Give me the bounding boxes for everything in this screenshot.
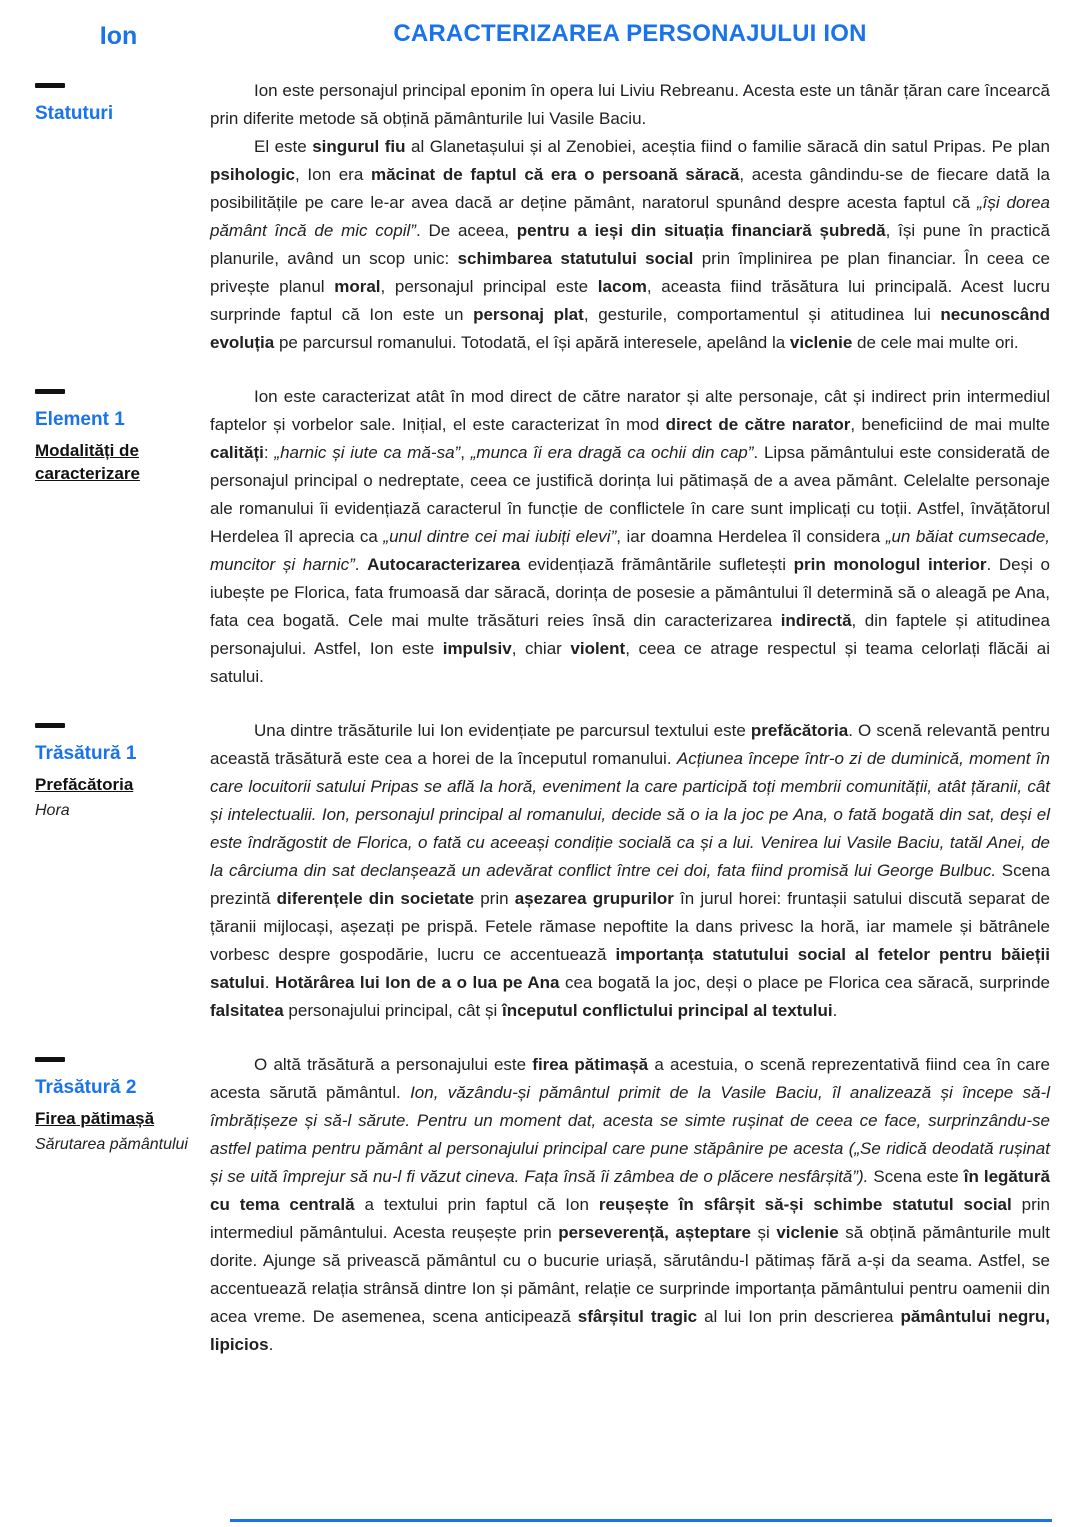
body-text-cell (210, 717, 1080, 1025)
section-note: Hora (35, 802, 70, 820)
section-subheading: Firea pătimașă (35, 1108, 155, 1128)
section-subheading: Prefăcătoria (35, 774, 134, 794)
sidebar-section-trasatura-2 (35, 1057, 202, 1156)
body-text-cell (210, 383, 1080, 691)
sidebar-cell (0, 717, 210, 822)
section-row-trasatura-2 (0, 1051, 1080, 1359)
header-row (0, 20, 1080, 51)
sidebar-section-statuturi (35, 83, 202, 127)
section-heading: Trăsătură 2 (35, 1077, 137, 1098)
sidebar-header-cell (0, 20, 210, 51)
paragraph-firea-patimasa: O altă trăsătură a personajului este firea pătimașă a acestuia, o scenă reprezentativă fiind cea în care acesta sărută pământul. Ion, văzându-și pământul primit de la Vasile Baciu, îl analizează și începe să-l îmbrățișeze și să-l sărute. Pentru un moment dat, acesta se simte rușinat de ceea ce face, surprinzându-se astfel patima pentru pământ al personajului principal care pune stăpânire pe acesta („Se ridică deodată rușinat și se uită împrejur să nu-l fi văzut cineva. Fața însă îi zâmbea de o plăcere nesfârșită”). Scena este în legătură cu tema centrală a textului prin faptul că Ion reușește în sfârșit să-și schimbe statutul social prin intermediul pământului. Acesta reușește prin perseverență, așteptare și viclenie să obțină pământurile mult dorite. Ajunge să privească pământul cu o bucurie uriașă, sărutându-l pătimaș fără a-și da seama. Astfel, se accentuează relația strânsă dintre Ion și pământ, relație ce surprinde importanța pământului pentru oamenii din acea vreme. De asemenea, scena anticipează sfârșitul tragic al lui Ion prin descrierea pământului negru, lipicios. (210, 1055, 1051, 1354)
doc-label: Ion (99, 22, 138, 50)
section-heading: Element 1 (35, 409, 125, 430)
section-dash (35, 723, 65, 728)
sidebar-section-trasatura-1 (35, 723, 202, 822)
section-row-element-1 (0, 383, 1080, 691)
paragraph-prefacatoria: Una dintre trăsăturile lui Ion evidențiate pe parcursul textului este prefăcătoria. O scenă relevantă pentru această trăsătură este cea a horei de la începutul romanului. Acțiunea începe într-o zi de duminică, moment în care locuitorii satului Pripas se află la horă, eveniment la care participă toți membrii comunității, atât țăranii, cât și intelectualii. Ion, personajul principal al romanului, decide să o ia la joc pe Ana, o fată bogată din sat, deși el este îndrăgostit de Florica, o fată cu aceeași condiție socială ca și a lui. Venirea lui Vasile Baciu, tatăl Anei, de la cârciuma din sat declanșează un adevărat conflict între cei doi, fata fiind promisă lui George Bulbuc. Scena prezintă diferențele din societate prin așezarea grupurilor în jurul horei: fruntașii satului discută separat de țăranii mijlocași, așezați pe prispă. Fetele rămase nepoftite la dans privesc la horă, iar mamele și bătrânele vorbesc despre gospodărie, lucru ce accentuează importanța statutului social al fetelor pentru băieții satului. Hotărârea lui Ion de a o lua pe Ana cea bogată la joc, deși o place pe Florica cea săracă, surprinde falsitatea personajului principal, cât și începutul conflictului principal al textului. (210, 721, 1051, 1020)
sidebar-section-element-1 (35, 389, 202, 486)
sidebar-cell (0, 77, 210, 133)
section-dash (35, 1057, 65, 1062)
paragraph-caracterizare: Ion este caracterizat atât în mod direct de către narator și alte personaje, cât și indirect prin intermediul faptelor și vorbelor sale. Inițial, el este caracterizat în mod direct de către narator, beneficiind de mai multe calități: „harnic și iute ca mă-sa”, „munca îi era dragă ca ochii din cap”. Lipsa pământului este considerată de personajul principal o nedreptate, ceea ce justifică dorința lui pătimașă de a avea pământ. Celelalte personaje ale romanului îi evidențiază caracterul în funcție de conflictele în care sunt implicați cu toții. Astfel, învățătorul Herdelea îl aprecia ca „unul dintre cei mai iubiți elevi”, iar doamna Herdelea îl considera „un băiat cumsecade, muncitor și harnic”. Autocaracterizarea evidențiază frământările sufletești prin monologul interior. Deși o iubește pe Florica, fata frumoasă dar săracă, dorința de posesie a pământului îl determină să o aleagă pe Ana, fata cea bogată. Cele mai multe trăsături reies însă din caracterizarea indirectă, din faptele și atitudinea personajului. Astfel, Ion este impulsiv, chiar violent, ceea ce atrage respectul și teama celorlați flăcăi ai satului. (210, 387, 1051, 686)
page-title: CARACTERIZAREA PERSONAJULUI ION (393, 20, 867, 47)
section-row-statuturi (0, 77, 1080, 357)
paragraph-intro: Ion este personajul principal eponim în opera lui Liviu Rebreanu. Acesta este un tânăr țăran care încearcă prin diferite metode să obțină pământurile lui Vasile Baciu. (210, 81, 1050, 128)
section-row-trasatura-1 (0, 717, 1080, 1025)
body-text-cell (210, 1051, 1080, 1359)
next-section-rule (230, 1519, 1052, 1522)
sidebar-cell (0, 1051, 210, 1156)
section-heading: Trăsătură 1 (35, 743, 137, 764)
section-subheading: Modalități de caracterizare (35, 440, 140, 484)
sidebar-cell (0, 383, 210, 490)
body-text-cell (210, 77, 1080, 357)
title-cell (210, 20, 1080, 48)
section-dash (35, 83, 65, 88)
section-dash (35, 389, 65, 394)
section-heading: Statuturi (35, 103, 114, 124)
section-note: Sărutarea pământului (35, 1136, 188, 1154)
paragraph-statuturi: El este singurul fiu al Glanetașului și al Zenobiei, aceștia fiind o familie săracă din satul Pripas. Pe plan psihologic, Ion era măcinat de faptul că era o persoană săracă, acesta gândindu-se de fiecare dată la posibilitățile pe care le-ar avea dacă ar deține pământ, naratorul spunând despre acesta faptul că „își dorea pământ încă de mic copil”. De aceea, pentru a ieși din situația financiară șubredă, își pune în practică planurile, având un scop unic: schimbarea statutului social prin împlinirea pe plan financiar. În ceea ce privește planul moral, personajul principal este lacom, aceasta fiind trăsătura lui principală. Acest lucru surprinde faptul că Ion este un personaj plat, gesturile, comportamentul și atitudinea lui necunoscând evoluția pe parcursul romanului. Totodată, el își apără interesele, apelând la viclenie de cele mai multe ori. (210, 137, 1051, 352)
